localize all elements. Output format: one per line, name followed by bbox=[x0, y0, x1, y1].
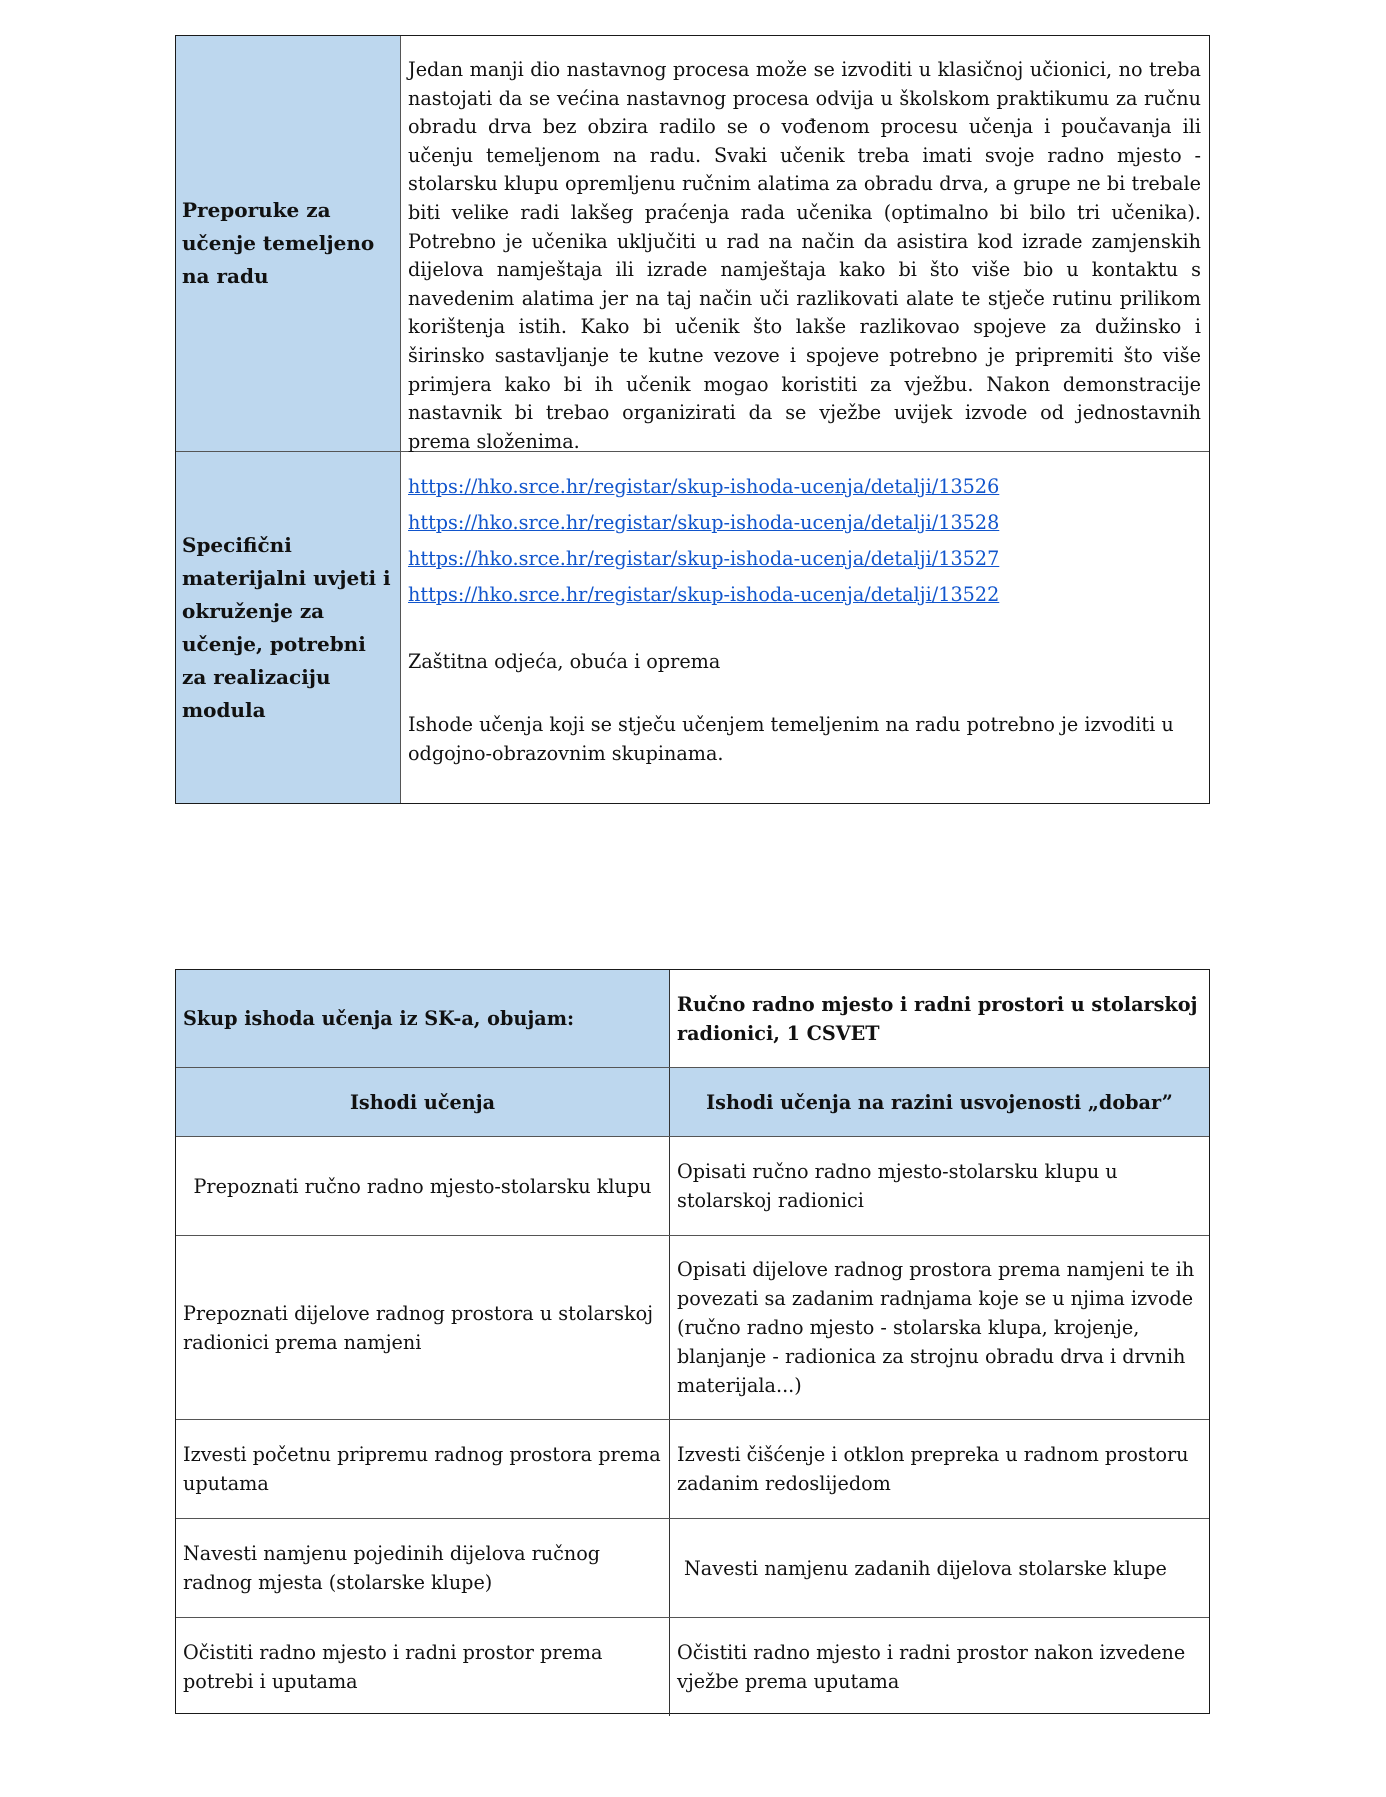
hko-link[interactable]: https://hko.srce.hr/registar/skup-ishoda-ucenja/detalji/13522 bbox=[408, 583, 1000, 606]
module-info-table bbox=[175, 35, 1210, 804]
outcome-good-cell: Izvesti čišćenje i otklon prepreka u radnom prostoru zadanim redoslijedom bbox=[677, 1443, 1189, 1495]
set-value: Ručno radno mjesto i radni prostori u stolarskoj radionici, 1 CSVET bbox=[677, 992, 1198, 1045]
table-row-material-conditions bbox=[176, 452, 1209, 803]
outcome-good-cell: Navesti namjenu zadanih dijelova stolarske klupe bbox=[684, 1556, 1167, 1580]
outcome-cell: Izvesti početnu pripremu radnog prostora prema uputama bbox=[176, 1420, 670, 1518]
row-label: Preporuke za učenje temeljeno na radu bbox=[176, 36, 401, 451]
hko-link[interactable]: https://hko.srce.hr/registar/skup-ishoda-ucenja/detalji/13528 bbox=[408, 511, 1000, 534]
header-row bbox=[176, 1068, 1209, 1137]
outcome-cell: Navesti namjenu pojedinih dijelova ručnog radnog mjesta (stolarske klupe) bbox=[176, 1519, 670, 1617]
table-row-recommendations bbox=[176, 36, 1209, 452]
column-header: Ishodi učenja bbox=[176, 1068, 670, 1136]
set-label: Skup ishoda učenja iz SK-a, obujam: bbox=[176, 970, 670, 1067]
table-row bbox=[176, 1519, 1209, 1618]
table-row bbox=[176, 1137, 1209, 1236]
row-label: Specifični materijalni uvjeti i okruženje za učenje, potrebni za realizaciju modula bbox=[176, 452, 401, 803]
outcome-good-cell: Opisati dijelove radnog prostora prema namjeni te ih povezati sa zadanim radnjama koje se u njima izvode (ručno radno mjesto - stolarska klupa, krojenje, blanjanje - radionica za strojnu obradu drva i drvnih materijala...) bbox=[677, 1258, 1195, 1397]
column-header: Ishodi učenja na razini usvojenosti „dobar” bbox=[706, 1090, 1173, 1114]
equipment-text: Zaštitna odjeća, obuća i oprema bbox=[408, 650, 721, 673]
note-text: Ishode učenja koji se stječu učenjem temeljenim na radu potrebno je izvoditi u odgojno-obrazovnim skupinama. bbox=[408, 713, 1174, 765]
outcome-good-cell: Očistiti radno mjesto i radni prostor nakon izvedene vježbe prema uputama bbox=[677, 1641, 1186, 1693]
table-row bbox=[176, 1618, 1209, 1716]
outcome-good-cell: Opisati ručno radno mjesto-stolarsku klupu u stolarskoj radionici bbox=[677, 1160, 1118, 1212]
outcome-cell: Očistiti radno mjesto i radni prostor prema potrebi i uputama bbox=[176, 1618, 670, 1716]
outcome-cell: Prepoznati ručno radno mjesto-stolarsku klupu bbox=[176, 1137, 670, 1235]
hko-link[interactable]: https://hko.srce.hr/registar/skup-ishoda-ucenja/detalji/13527 bbox=[408, 547, 1000, 570]
recommendations-text: Jedan manji dio nastavnog procesa može se izvoditi u klasičnoj učionici, no treba nastojati da se većina nastavnog procesa odvija u školskom praktikumu za ručnu obradu drva bez obzira radilo se o vođenom procesu učenja i poučavanja ili učenju temeljenom na radu. Svaki učenik treba imati svoje radno mjesto - stolarsku klupu opremljenu ručnim alatima za obradu drva, a grupe ne bi trebale biti velike radi lakšeg praćenja rada učenika (optimalno bi bilo tri učenika). Potrebno je učenika uključiti u rad na način da asistira kod izrade zamjenskih dijelova namještaja ili izrade namještaja kako bi što više bio u kontaktu s navedenim alatima jer na taj način uči razlikovati alate te stječe rutinu prilikom korištenja istih. Kako bi učenik što lakše razlikovao spojeve za dužinsko i širinsko sastavljanje te kutne vezove i spojeve potrebno je pripremiti što više primjera kako bi ih učenik mogao koristiti za vježbu. Nakon demonstracije nastavnik bi trebao organizirati da se vježbe uvijek izvode od jednostavnih prema složenima. bbox=[408, 58, 1201, 453]
material-conditions-cell bbox=[401, 452, 1209, 803]
learning-outcomes-table bbox=[175, 969, 1210, 1714]
outcome-cell: Prepoznati dijelove radnog prostora u stolarskoj radionici prema namjeni bbox=[176, 1236, 670, 1419]
table-row bbox=[176, 1420, 1209, 1519]
set-row bbox=[176, 970, 1209, 1068]
table-row bbox=[176, 1236, 1209, 1420]
hko-link[interactable]: https://hko.srce.hr/registar/skup-ishoda-ucenja/detalji/13526 bbox=[408, 475, 1000, 498]
